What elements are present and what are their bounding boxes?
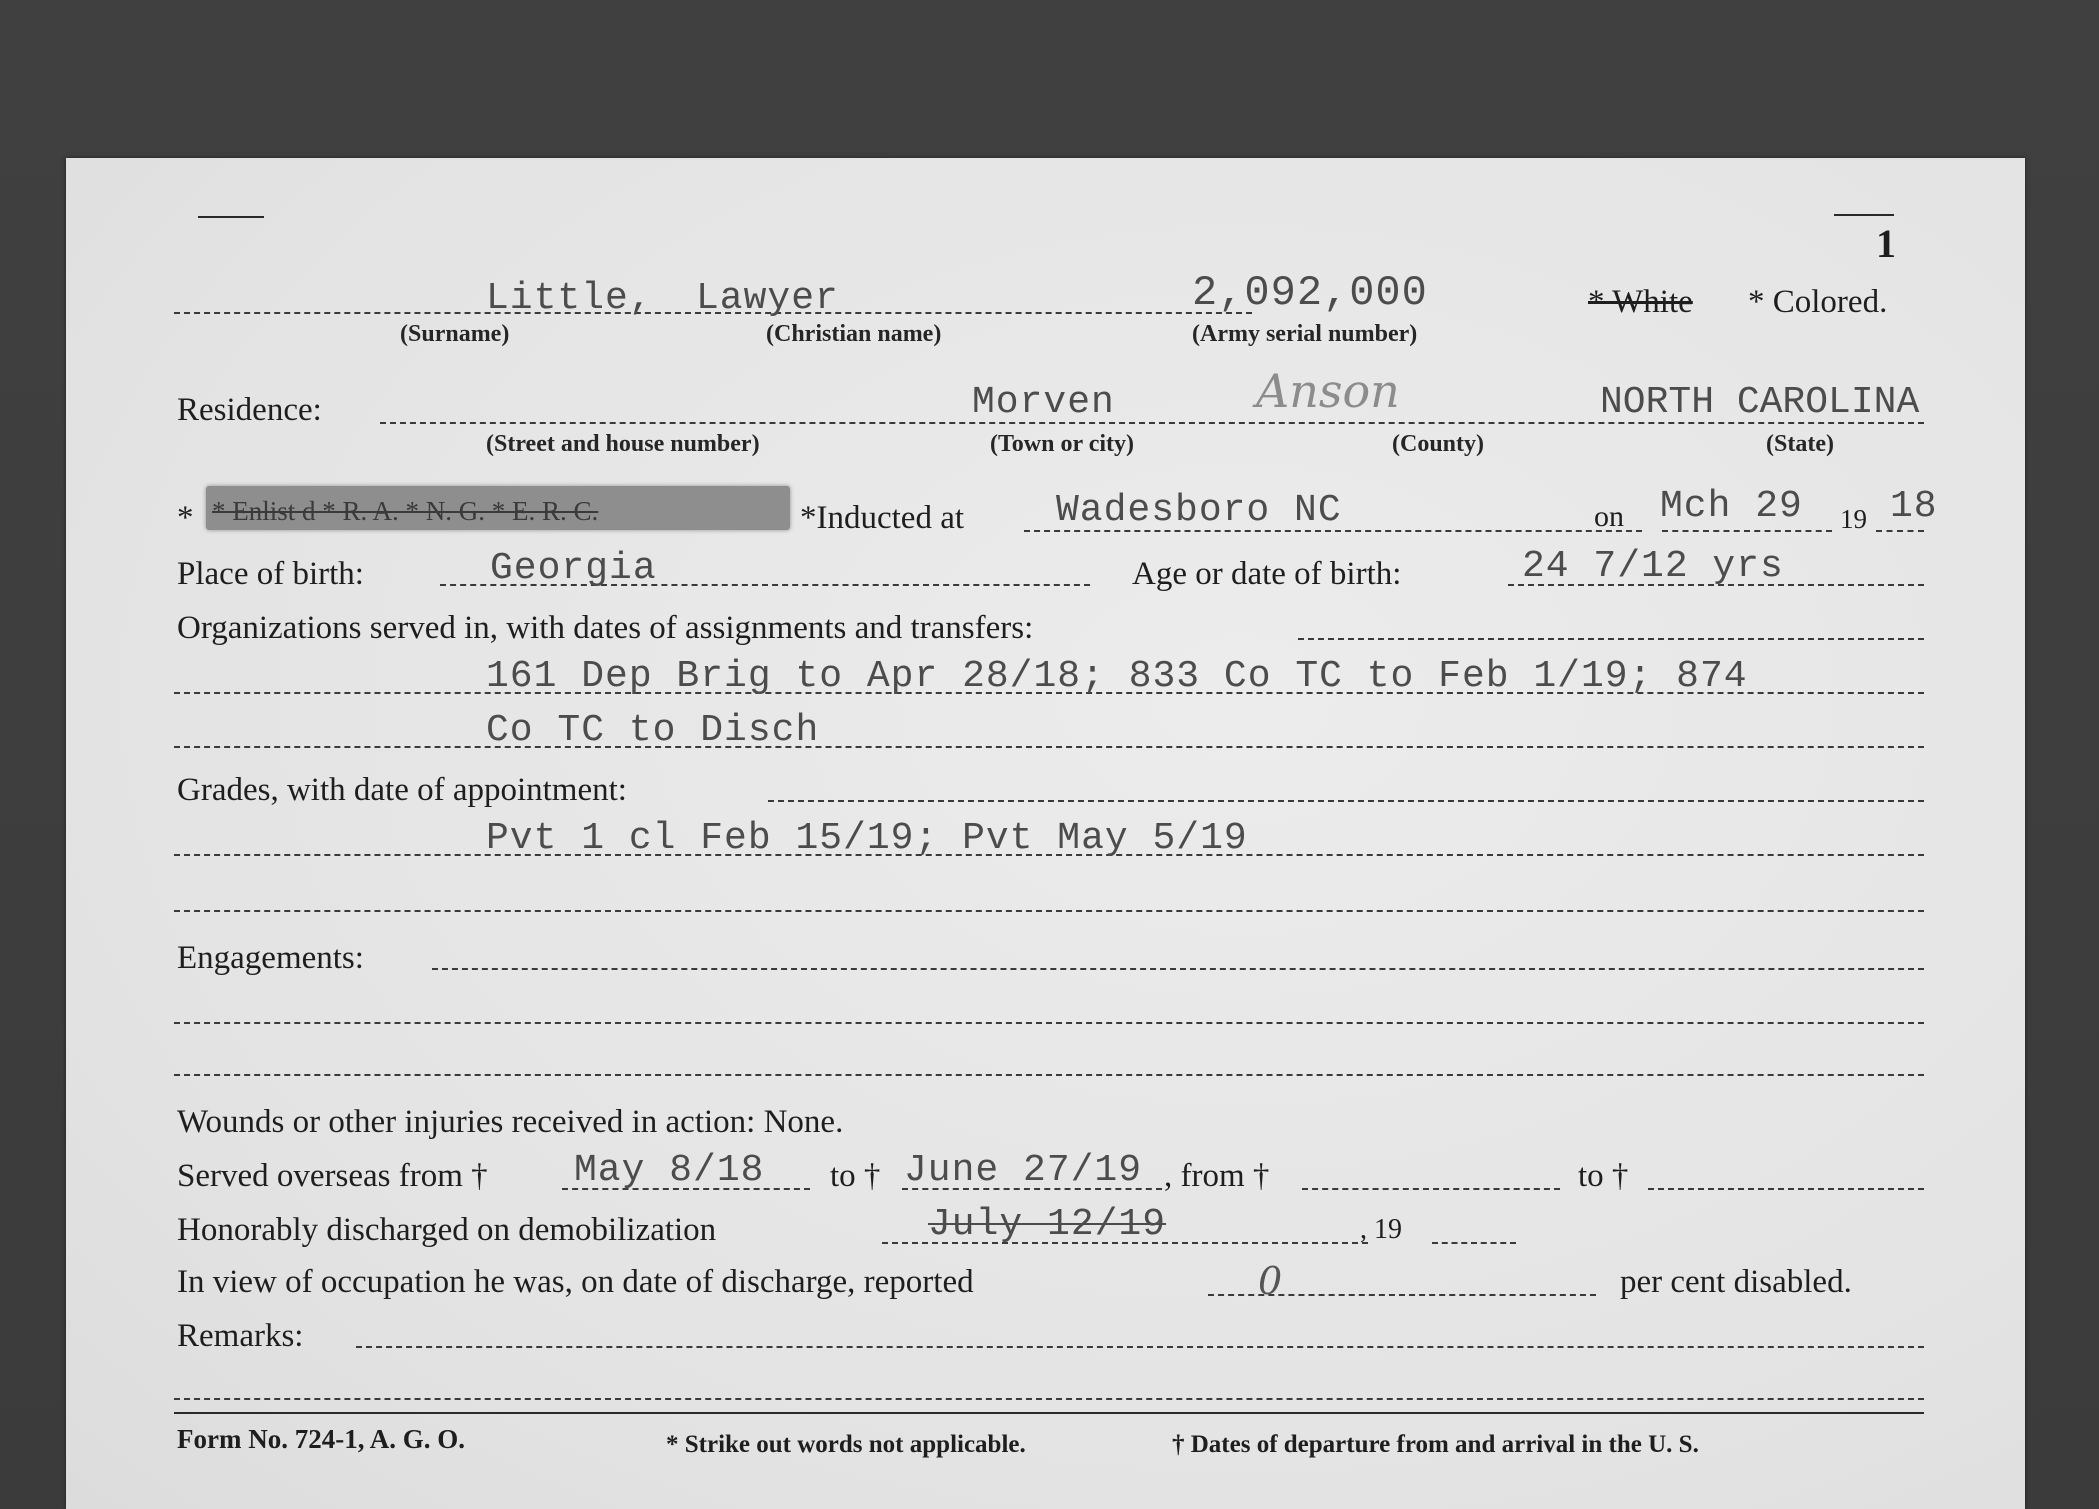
remarks-line-0 [356, 1346, 1924, 1348]
grades-value-line1: Pvt 1 cl Feb 15/19; Pvt May 5/19 [486, 817, 1248, 860]
service-record-card [66, 158, 2025, 1509]
serial-number-value: 2,092,000 [1192, 269, 1428, 317]
inducted-year-prefix: 19 [1840, 504, 1867, 534]
inducted-date-line [1662, 530, 1832, 532]
town-value: Morven [972, 381, 1115, 424]
organizations-label: Organizations served in, with dates of assignments and transfers: [177, 610, 1034, 646]
remarks-line-1 [174, 1398, 1924, 1400]
grades-label: Grades, with date of appointment: [177, 772, 627, 808]
overseas-to2-line [1648, 1188, 1924, 1190]
state-value: NORTH CAROLINA [1600, 381, 1920, 424]
enlistment-options: * Enlist d * R. A. * N. G. * E. R. C. [212, 496, 599, 526]
place-of-birth-label: Place of birth: [177, 556, 364, 592]
inducted-place-value: Wadesboro NC [1056, 489, 1342, 532]
organizations-line-2 [174, 746, 1924, 748]
disability-label: In view of occupation he was, on date of discharge, reported [177, 1264, 974, 1300]
organizations-value-line1: 161 Dep Brig to Apr 28/18; 833 Co TC to Feb 1/19; 874 [486, 655, 1748, 698]
serial-number-caption: (Army serial number) [1192, 321, 1418, 347]
footer-rule [174, 1412, 1924, 1414]
inducted-year-line [1876, 530, 1924, 532]
footnote-dates: † Dates of departure from and arrival in the U. S. [1172, 1431, 1699, 1458]
overseas-label: Served overseas from † [177, 1158, 488, 1194]
footnote-strike: * Strike out words not applicable. [666, 1431, 1026, 1458]
organizations-value-line2: Co TC to Disch [486, 709, 820, 752]
overseas-to-label: to † [830, 1158, 881, 1194]
overseas-from-value: May 8/18 [574, 1149, 765, 1192]
engagements-line-1 [174, 1022, 1924, 1024]
race-white-option [1588, 286, 1693, 319]
disability-suffix: per cent disabled. [1620, 1264, 1852, 1300]
remarks-label: Remarks: [177, 1318, 304, 1354]
wounds-label: Wounds or other injuries received in action: None. [177, 1104, 844, 1140]
disability-value: 0 [1258, 1259, 1283, 1303]
county-handwritten-value: Anson [1256, 364, 1400, 418]
enlistment-asterisk: * [177, 500, 194, 536]
discharge-label: Honorably discharged on demobilization [177, 1212, 717, 1248]
place-of-birth-value: Georgia [490, 547, 657, 590]
overseas-from2-line [1302, 1188, 1560, 1190]
christian-name-caption: (Christian name) [766, 321, 942, 347]
inducted-on-label: on [1594, 500, 1624, 533]
state-caption: (State) [1766, 431, 1834, 457]
top-left-rule [198, 216, 264, 218]
overseas-to-value: June 27/19 [904, 1149, 1143, 1192]
inducted-label: *Inducted at [800, 500, 965, 536]
overseas-to2-label: to † [1578, 1158, 1629, 1194]
surname-value: Little, [486, 277, 653, 320]
inducted-date-value: Mch 29 [1660, 485, 1803, 528]
street-caption: (Street and house number) [486, 431, 760, 457]
card-number: 1 [1876, 221, 1896, 266]
grades-line-0 [768, 800, 1924, 802]
overseas-from2-label: , from † [1164, 1158, 1270, 1194]
town-caption: (Town or city) [990, 431, 1134, 457]
county-caption: (County) [1392, 431, 1485, 457]
engagements-label: Engagements: [177, 940, 364, 976]
age-label: Age or date of birth: [1132, 556, 1402, 592]
discharge-year-label: , 19 [1360, 1214, 1402, 1245]
engagements-line-0 [432, 968, 1924, 970]
christian-name-value: Lawyer [696, 277, 839, 320]
race-white-text: * White [1588, 284, 1693, 320]
engagements-line-2 [174, 1074, 1924, 1076]
organizations-line-0 [1298, 638, 1924, 640]
surname-caption: (Surname) [400, 321, 510, 347]
discharge-year-line [1432, 1242, 1516, 1244]
race-colored-option: * Colored. [1748, 284, 1888, 320]
grades-line-2 [174, 910, 1924, 912]
discharge-date-value: July 12/19 [928, 1203, 1167, 1246]
inducted-year-value: 18 [1890, 485, 1938, 528]
top-right-rule [1834, 214, 1894, 216]
age-value: 24 7/12 yrs [1522, 545, 1784, 588]
residence-label: Residence: [177, 392, 322, 428]
form-number: Form No. 724-1, A. G. O. [177, 1424, 465, 1454]
